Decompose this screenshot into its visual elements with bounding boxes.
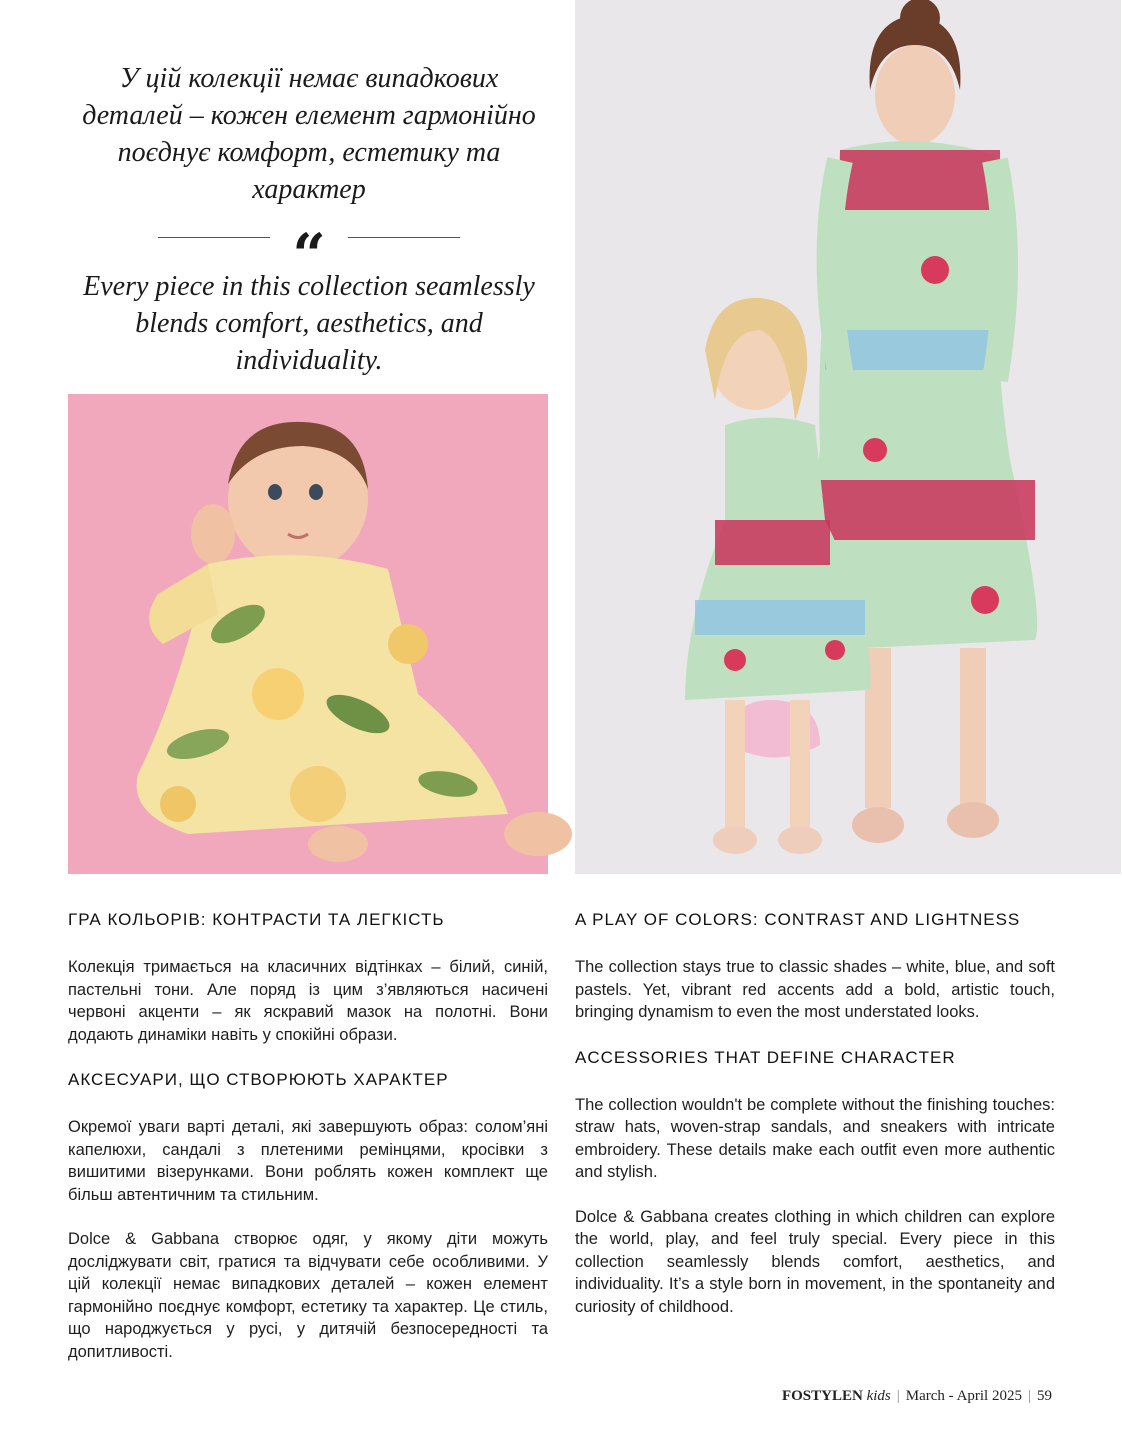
pull-quote-en: Every piece in this collection seamlessly blends comfort, aesthetics, and individuality. [83, 271, 535, 376]
folio-sub: kids [866, 1388, 891, 1404]
folio-separator: | [896, 1388, 900, 1404]
page-folio [782, 1388, 1052, 1405]
divider-rule-left [158, 237, 270, 238]
ua-paragraph-colors: Колекція тримається на класичних відтінках – білий, синій, пастельні тони. Але поряд із цим з’являються насичені червоні акценти – як яскравий мазок на полотні. Вони додають динаміки навіть у спокійні образи. [68, 958, 548, 1044]
ua-heading-accessories: АКСЕСУАРИ, ЩО СТВОРЮЮТЬ ХАРАКТЕР [68, 1070, 449, 1089]
ua-paragraph-brand: Dolce & Gabbana створює одяг, у якому діти можуть досліджувати світ, гратися та відчувати себе особливими. У цій колекції немає випадкових деталей – кожен елемент гармонійно поєднує комфорт, естетику та характер. Це стиль, що народжується у русі, у дитячій безпосередності та допитливості. [68, 1230, 548, 1361]
quote-marks-icon: “ [292, 221, 326, 289]
folio-separator: | [1027, 1388, 1031, 1404]
en-heading-accessories: ACCESSORIES THAT DEFINE CHARACTER [575, 1047, 956, 1067]
baby-photo [68, 394, 548, 874]
en-paragraph-accessories: The collection wouldn't be complete without the finishing touches: straw hats, woven-strap sandals, and sneakers with intricate embroidery. These details make each outfit even more authentic and stylish. [575, 1095, 1055, 1181]
english-column [575, 908, 1055, 1340]
folio-issue: March - April 2025 [905, 1388, 1022, 1404]
en-paragraph-brand: Dolce & Gabbana creates clothing in which children can explore the world, play, and feel truly special. Every piece in this collection seamlessly blends comfort, aesthetics, and individuality. It’s a style born in movement, in the spontaneity and curiosity of childhood. [575, 1207, 1055, 1316]
pull-quote [70, 60, 548, 379]
mother-child-photo [575, 0, 1121, 874]
divider-rule-right [348, 237, 460, 238]
pull-quote-ua: У цій колекції немає випадкових деталей – кожен елемент гармонійно поєднує комфорт, естетику та характер [82, 63, 536, 205]
quote-divider [70, 220, 548, 289]
ua-paragraph-accessories: Окремої уваги варті деталі, які завершують образ: солом’яні капелюхи, сандалі з плетеними ремінцями, кросівки з вишитими візерунками. Вони роблять кожен комплект ще більш автентичним та стильним. [68, 1118, 548, 1204]
en-paragraph-colors: The collection stays true to classic shades – white, blue, and soft pastels. Yet, vibrant red accents add a bold, artistic touch, bringing dynamism to even the most understated looks. [575, 958, 1055, 1021]
ukrainian-column [68, 908, 548, 1385]
folio-brand: FOSTYLEN [781, 1388, 863, 1404]
en-heading-colors: A PLAY OF COLORS: CONTRAST AND LIGHTNESS [575, 910, 1021, 929]
mother-child-illustration [575, 0, 1121, 874]
baby-illustration [68, 394, 548, 874]
folio-page-number: 59 [1037, 1388, 1052, 1404]
ua-heading-colors: ГРА КОЛЬОРІВ: КОНТРАСТИ ТА ЛЕГКІСТЬ [68, 910, 445, 929]
